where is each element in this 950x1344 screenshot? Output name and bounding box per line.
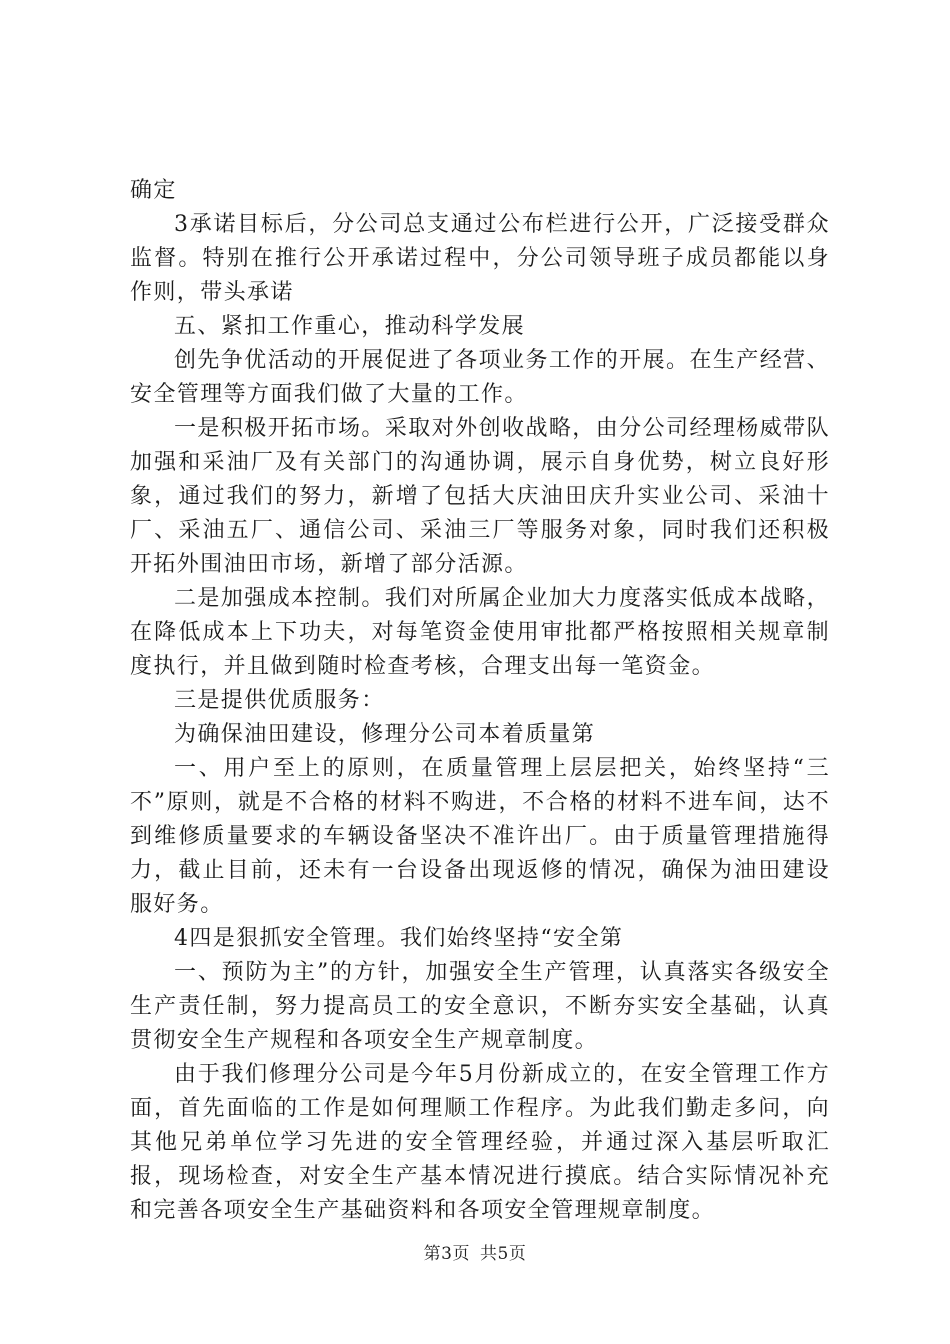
paragraph: 一、用户至上的原则，在质量管理上层层把关，始终坚持“三不”原则，就是不合格的材料不购进，不合格的材料不进车间，达不到维修质量要求的车辆设备坚决不准许出厂。由于质量管理措施得力，截止目前，还未有一台设备出现返修的情况，确保为油田建设服好务。 bbox=[130, 756, 830, 917]
page-number: 第3页 bbox=[423, 1244, 470, 1264]
paragraph: 3承诺目标后，分公司总支通过公布栏进行公开，广泛接受群众监督。特别在推行公开承诺过程中，分公司领导班子成员都能以身作则，带头承诺 bbox=[130, 212, 830, 305]
section-heading: 五、紧扣工作重心，推动科学发展 bbox=[174, 314, 526, 339]
paragraph: 创先争优活动的开展促进了各项业务工作的开展。在生产经营、安全管理等方面我们做了大量的工作。 bbox=[130, 348, 830, 407]
paragraph: 二是加强成本控制。我们对所属企业加大力度落实低成本战略，在降低成本上下功夫，对每笔资金使用审批都严格按照相关规章制度执行，并且做到随时检查考核，合理支出每一笔资金。 bbox=[130, 586, 830, 679]
document-body bbox=[130, 174, 830, 1228]
page-total: 共5页 bbox=[480, 1244, 527, 1264]
paragraph: 一、预防为主”的方针，加强安全生产管理，认真落实各级安全生产责任制，努力提高员工的安全意识，不断夯实安全基础，认真贯彻安全生产规程和各项安全生产规章制度。 bbox=[130, 960, 830, 1053]
paragraph: 确定 bbox=[130, 178, 177, 203]
paragraph: 三是提供优质服务： bbox=[174, 688, 385, 713]
paragraph: 一是积极开拓市场。采取对外创收战略，由分公司经理杨威带队加强和采油厂及有关部门的沟通协调，展示自身优势，树立良好形象，通过我们的努力，新增了包括大庆油田庆升实业公司、采油十厂、采油五厂、通信公司、采油三厂等服务对象，同时我们还积极开拓外围油田市场，新增了部分活源。 bbox=[130, 416, 830, 577]
paragraph: 4四是狠抓安全管理。我们始终坚持“安全第 bbox=[174, 926, 624, 951]
paragraph: 由于我们修理分公司是今年5月份新成立的，在安全管理工作方面，首先面临的工作是如何理顺工作程序。为此我们勤走多问，向其他兄弟单位学习先进的安全管理经验，并通过深入基层听取汇报，现场检查，对安全生产基本情况进行摸底。结合实际情况补充和完善各项安全生产基础资料和各项安全管理规章制度。 bbox=[130, 1062, 830, 1223]
page-footer bbox=[0, 1239, 950, 1264]
paragraph: 为确保油田建设，修理分公司本着质量第 bbox=[174, 722, 596, 747]
